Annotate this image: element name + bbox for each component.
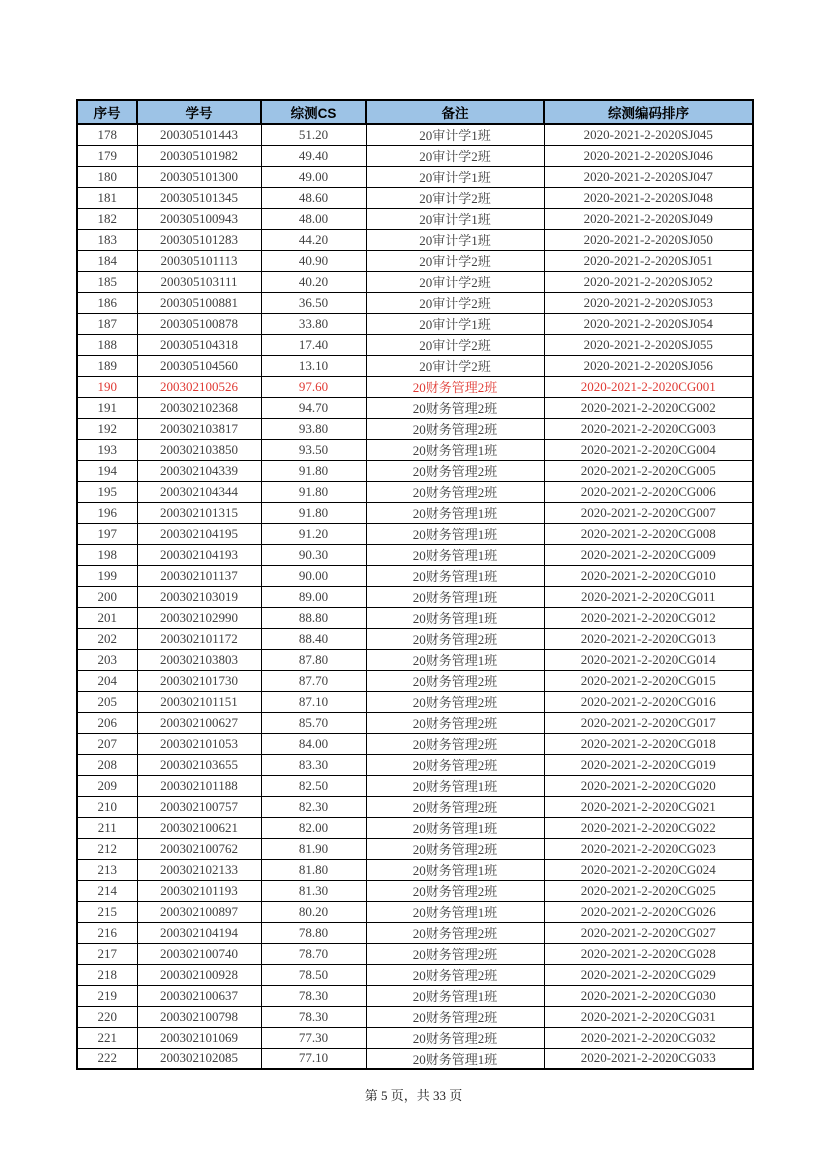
table-cell: 200302100627	[137, 712, 261, 733]
table-cell: 20财务管理1班	[366, 985, 544, 1006]
table-cell: 200302100762	[137, 838, 261, 859]
table-cell: 215	[77, 901, 137, 922]
table-cell: 36.50	[261, 292, 366, 313]
table-cell: 90.30	[261, 544, 366, 565]
table-cell: 200302104339	[137, 460, 261, 481]
table-cell: 2020-2021-2-2020CG029	[544, 964, 753, 985]
table-cell: 220	[77, 1006, 137, 1027]
table-cell: 2020-2021-2-2020CG032	[544, 1027, 753, 1048]
table-cell: 49.40	[261, 145, 366, 166]
table-row	[77, 775, 753, 796]
table-row	[77, 166, 753, 187]
table-row	[77, 691, 753, 712]
score-table	[76, 99, 754, 1070]
table-cell: 20审计学1班	[366, 124, 544, 145]
table-cell: 91.80	[261, 460, 366, 481]
table-cell: 51.20	[261, 124, 366, 145]
table-cell: 2020-2021-2-2020SJ046	[544, 145, 753, 166]
table-cell: 20审计学2班	[366, 355, 544, 376]
table-cell: 20财务管理1班	[366, 544, 544, 565]
table-cell: 20财务管理2班	[366, 838, 544, 859]
table-row	[77, 922, 753, 943]
table-row	[77, 145, 753, 166]
table-cell: 94.70	[261, 397, 366, 418]
table-cell: 200302101730	[137, 670, 261, 691]
table-cell: 20财务管理1班	[366, 502, 544, 523]
table-row	[77, 439, 753, 460]
table-cell: 200305104318	[137, 334, 261, 355]
table-cell: 213	[77, 859, 137, 880]
table-cell: 87.10	[261, 691, 366, 712]
header-row	[77, 100, 753, 124]
table-cell: 221	[77, 1027, 137, 1048]
table-cell: 200302102368	[137, 397, 261, 418]
table-row	[77, 859, 753, 880]
table-cell: 20财务管理2班	[366, 712, 544, 733]
table-cell: 219	[77, 985, 137, 1006]
table-cell: 20财务管理1班	[366, 775, 544, 796]
table-cell: 91.20	[261, 523, 366, 544]
table-cell: 77.10	[261, 1048, 366, 1069]
table-cell: 91.80	[261, 481, 366, 502]
table-cell: 20财务管理2班	[366, 943, 544, 964]
table-cell: 85.70	[261, 712, 366, 733]
table-row	[77, 670, 753, 691]
table-cell: 185	[77, 271, 137, 292]
table-cell: 2020-2021-2-2020SJ047	[544, 166, 753, 187]
table-cell: 20财务管理2班	[366, 733, 544, 754]
table-cell: 20审计学1班	[366, 208, 544, 229]
table-cell: 2020-2021-2-2020SJ055	[544, 334, 753, 355]
table-cell: 187	[77, 313, 137, 334]
table-cell: 2020-2021-2-2020CG026	[544, 901, 753, 922]
table-cell: 20财务管理1班	[366, 523, 544, 544]
table-row	[77, 964, 753, 985]
table-cell: 200302101151	[137, 691, 261, 712]
table-cell: 20财务管理2班	[366, 418, 544, 439]
table-cell: 20财务管理2班	[366, 796, 544, 817]
table-cell: 200302101315	[137, 502, 261, 523]
table-cell: 207	[77, 733, 137, 754]
table-cell: 20审计学1班	[366, 166, 544, 187]
table-row	[77, 880, 753, 901]
table-cell: 211	[77, 817, 137, 838]
table-cell: 20财务管理2班	[366, 1027, 544, 1048]
table-cell: 189	[77, 355, 137, 376]
table-cell: 20财务管理2班	[366, 1006, 544, 1027]
table-cell: 2020-2021-2-2020CG015	[544, 670, 753, 691]
table-cell: 78.30	[261, 1006, 366, 1027]
table-cell: 200302104194	[137, 922, 261, 943]
table-cell: 200305100881	[137, 292, 261, 313]
table-cell: 84.00	[261, 733, 366, 754]
column-header: 综测CS	[261, 100, 366, 124]
table-cell: 205	[77, 691, 137, 712]
table-cell: 200305104560	[137, 355, 261, 376]
table-cell: 193	[77, 439, 137, 460]
table-cell: 40.90	[261, 250, 366, 271]
table-cell: 44.20	[261, 229, 366, 250]
table-cell: 200302103850	[137, 439, 261, 460]
table-row	[77, 376, 753, 397]
table-row	[77, 460, 753, 481]
table-cell: 200302100621	[137, 817, 261, 838]
table-body	[77, 124, 753, 1069]
table-cell: 184	[77, 250, 137, 271]
table-cell: 206	[77, 712, 137, 733]
table-cell: 195	[77, 481, 137, 502]
table-cell: 20审计学1班	[366, 229, 544, 250]
table-cell: 212	[77, 838, 137, 859]
table-row	[77, 1048, 753, 1069]
table-row	[77, 1027, 753, 1048]
table-row	[77, 796, 753, 817]
table-cell: 20财务管理2班	[366, 691, 544, 712]
table-cell: 81.90	[261, 838, 366, 859]
table-cell: 20财务管理2班	[366, 397, 544, 418]
table-cell: 2020-2021-2-2020CG016	[544, 691, 753, 712]
table-cell: 2020-2021-2-2020SJ051	[544, 250, 753, 271]
table-cell: 2020-2021-2-2020CG028	[544, 943, 753, 964]
table-cell: 91.80	[261, 502, 366, 523]
table-cell: 48.00	[261, 208, 366, 229]
table-cell: 214	[77, 880, 137, 901]
table-cell: 88.80	[261, 607, 366, 628]
table-cell: 20财务管理1班	[366, 859, 544, 880]
table-cell: 204	[77, 670, 137, 691]
table-cell: 202	[77, 628, 137, 649]
table-row	[77, 481, 753, 502]
table-cell: 81.80	[261, 859, 366, 880]
table-cell: 2020-2021-2-2020SJ053	[544, 292, 753, 313]
table-cell: 2020-2021-2-2020SJ052	[544, 271, 753, 292]
table-cell: 20财务管理2班	[366, 670, 544, 691]
table-cell: 2020-2021-2-2020CG008	[544, 523, 753, 544]
table-cell: 198	[77, 544, 137, 565]
table-cell: 2020-2021-2-2020CG033	[544, 1048, 753, 1069]
table-row	[77, 565, 753, 586]
table-cell: 20财务管理1班	[366, 649, 544, 670]
table-cell: 208	[77, 754, 137, 775]
table-cell: 2020-2021-2-2020CG031	[544, 1006, 753, 1027]
table-cell: 20财务管理1班	[366, 607, 544, 628]
table-cell: 203	[77, 649, 137, 670]
table-cell: 87.70	[261, 670, 366, 691]
table-cell: 197	[77, 523, 137, 544]
table-cell: 2020-2021-2-2020CG023	[544, 838, 753, 859]
table-cell: 2020-2021-2-2020CG010	[544, 565, 753, 586]
table-row	[77, 313, 753, 334]
table-cell: 200302102133	[137, 859, 261, 880]
table-row	[77, 334, 753, 355]
table-row	[77, 397, 753, 418]
table-cell: 83.30	[261, 754, 366, 775]
table-cell: 2020-2021-2-2020CG024	[544, 859, 753, 880]
table-cell: 2020-2021-2-2020CG013	[544, 628, 753, 649]
table-cell: 2020-2021-2-2020SJ056	[544, 355, 753, 376]
table-cell: 178	[77, 124, 137, 145]
table-cell: 200302103655	[137, 754, 261, 775]
table-cell: 196	[77, 502, 137, 523]
column-header: 序号	[77, 100, 137, 124]
table-cell: 20财务管理2班	[366, 460, 544, 481]
table-cell: 200302100526	[137, 376, 261, 397]
table-cell: 200305101443	[137, 124, 261, 145]
table-cell: 2020-2021-2-2020CG006	[544, 481, 753, 502]
table-cell: 200302101172	[137, 628, 261, 649]
table-cell: 2020-2021-2-2020CG001	[544, 376, 753, 397]
table-cell: 201	[77, 607, 137, 628]
table-cell: 78.80	[261, 922, 366, 943]
table-row	[77, 838, 753, 859]
table-cell: 97.60	[261, 376, 366, 397]
table-cell: 2020-2021-2-2020SJ048	[544, 187, 753, 208]
table-row	[77, 754, 753, 775]
table-cell: 2020-2021-2-2020CG019	[544, 754, 753, 775]
table-cell: 222	[77, 1048, 137, 1069]
table-cell: 192	[77, 418, 137, 439]
table-cell: 200	[77, 586, 137, 607]
table-cell: 2020-2021-2-2020CG011	[544, 586, 753, 607]
table-cell: 93.50	[261, 439, 366, 460]
page-footer: 第 5 页，共 33 页	[364, 1088, 463, 1103]
table-cell: 2020-2021-2-2020CG021	[544, 796, 753, 817]
table-cell: 186	[77, 292, 137, 313]
table-row	[77, 292, 753, 313]
table-row	[77, 712, 753, 733]
table-cell: 20财务管理1班	[366, 817, 544, 838]
table-cell: 217	[77, 943, 137, 964]
table-cell: 188	[77, 334, 137, 355]
table-cell: 20财务管理2班	[366, 964, 544, 985]
table-row	[77, 124, 753, 145]
table-row	[77, 355, 753, 376]
table-cell: 200302100637	[137, 985, 261, 1006]
table-cell: 200302101069	[137, 1027, 261, 1048]
table-cell: 209	[77, 775, 137, 796]
table-cell: 87.80	[261, 649, 366, 670]
table-cell: 2020-2021-2-2020SJ054	[544, 313, 753, 334]
table-cell: 200302104193	[137, 544, 261, 565]
table-cell: 82.30	[261, 796, 366, 817]
table-cell: 20审计学2班	[366, 250, 544, 271]
table-row	[77, 271, 753, 292]
table-cell: 210	[77, 796, 137, 817]
table-cell: 20审计学2班	[366, 145, 544, 166]
table-cell: 200302100928	[137, 964, 261, 985]
table-row	[77, 628, 753, 649]
table-cell: 200305103111	[137, 271, 261, 292]
table-cell: 180	[77, 166, 137, 187]
table-row	[77, 1006, 753, 1027]
table-cell: 2020-2021-2-2020CG030	[544, 985, 753, 1006]
table-cell: 2020-2021-2-2020CG022	[544, 817, 753, 838]
table-cell: 2020-2021-2-2020CG017	[544, 712, 753, 733]
table-cell: 200302102085	[137, 1048, 261, 1069]
table-cell: 13.10	[261, 355, 366, 376]
table-cell: 200302103817	[137, 418, 261, 439]
table-row	[77, 544, 753, 565]
table-cell: 20审计学2班	[366, 271, 544, 292]
table-cell: 20财务管理1班	[366, 1048, 544, 1069]
table-cell: 2020-2021-2-2020SJ049	[544, 208, 753, 229]
table-cell: 2020-2021-2-2020SJ045	[544, 124, 753, 145]
table-cell: 20财务管理2班	[366, 880, 544, 901]
table-cell: 82.50	[261, 775, 366, 796]
table-cell: 200302101137	[137, 565, 261, 586]
table-cell: 20财务管理2班	[366, 376, 544, 397]
table-cell: 2020-2021-2-2020SJ050	[544, 229, 753, 250]
table-cell: 2020-2021-2-2020CG007	[544, 502, 753, 523]
table-cell: 2020-2021-2-2020CG027	[544, 922, 753, 943]
table-cell: 200305101113	[137, 250, 261, 271]
table-cell: 200302101188	[137, 775, 261, 796]
table-cell: 179	[77, 145, 137, 166]
table-row	[77, 817, 753, 838]
table-cell: 200305100943	[137, 208, 261, 229]
table-cell: 20财务管理1班	[366, 586, 544, 607]
table-row	[77, 607, 753, 628]
table-cell: 20财务管理1班	[366, 901, 544, 922]
table-cell: 216	[77, 922, 137, 943]
table-cell: 20财务管理2班	[366, 922, 544, 943]
table-row	[77, 985, 753, 1006]
table-cell: 2020-2021-2-2020CG004	[544, 439, 753, 460]
table-cell: 218	[77, 964, 137, 985]
table-row	[77, 418, 753, 439]
table-row	[77, 523, 753, 544]
table-row	[77, 733, 753, 754]
table-cell: 20审计学2班	[366, 292, 544, 313]
table-cell: 200305100878	[137, 313, 261, 334]
table-cell: 200302100798	[137, 1006, 261, 1027]
table-row	[77, 901, 753, 922]
table-cell: 40.20	[261, 271, 366, 292]
table-cell: 2020-2021-2-2020CG014	[544, 649, 753, 670]
table-cell: 194	[77, 460, 137, 481]
table-cell: 78.30	[261, 985, 366, 1006]
table-cell: 2020-2021-2-2020CG005	[544, 460, 753, 481]
table-cell: 200305101283	[137, 229, 261, 250]
table-cell: 20财务管理2班	[366, 628, 544, 649]
table-cell: 78.50	[261, 964, 366, 985]
table-cell: 20财务管理2班	[366, 754, 544, 775]
table-cell: 2020-2021-2-2020CG009	[544, 544, 753, 565]
table-cell: 20财务管理1班	[366, 565, 544, 586]
table-cell: 182	[77, 208, 137, 229]
table-cell: 82.00	[261, 817, 366, 838]
table-cell: 200302101053	[137, 733, 261, 754]
table-cell: 88.40	[261, 628, 366, 649]
table-cell: 183	[77, 229, 137, 250]
table-cell: 48.60	[261, 187, 366, 208]
table-cell: 200305101982	[137, 145, 261, 166]
table-row	[77, 649, 753, 670]
table-cell: 200305101300	[137, 166, 261, 187]
table-cell: 90.00	[261, 565, 366, 586]
table-cell: 200302103803	[137, 649, 261, 670]
table-cell: 81.30	[261, 880, 366, 901]
table-cell: 200302104195	[137, 523, 261, 544]
table-cell: 77.30	[261, 1027, 366, 1048]
table-cell: 200305101345	[137, 187, 261, 208]
table-row	[77, 187, 753, 208]
table-cell: 191	[77, 397, 137, 418]
table-cell: 33.80	[261, 313, 366, 334]
table-cell: 20财务管理1班	[366, 439, 544, 460]
table-cell: 20审计学2班	[366, 334, 544, 355]
table-cell: 199	[77, 565, 137, 586]
table-cell: 200302103019	[137, 586, 261, 607]
table-cell: 20财务管理2班	[366, 481, 544, 502]
table-cell: 2020-2021-2-2020CG012	[544, 607, 753, 628]
column-header: 学号	[137, 100, 261, 124]
table-cell: 190	[77, 376, 137, 397]
table-row	[77, 229, 753, 250]
table-cell: 80.20	[261, 901, 366, 922]
table-cell: 200302100757	[137, 796, 261, 817]
table-cell: 200302100740	[137, 943, 261, 964]
table-cell: 2020-2021-2-2020CG018	[544, 733, 753, 754]
table-cell: 2020-2021-2-2020CG020	[544, 775, 753, 796]
table-cell: 20审计学2班	[366, 187, 544, 208]
table-cell: 17.40	[261, 334, 366, 355]
table-cell: 181	[77, 187, 137, 208]
table-cell: 2020-2021-2-2020CG002	[544, 397, 753, 418]
table-cell: 200302100897	[137, 901, 261, 922]
table-row	[77, 208, 753, 229]
table-cell: 200302104344	[137, 481, 261, 502]
column-header: 综测编码排序	[544, 100, 753, 124]
table-cell: 78.70	[261, 943, 366, 964]
table-cell: 89.00	[261, 586, 366, 607]
table-cell: 200302101193	[137, 880, 261, 901]
table-cell: 2020-2021-2-2020CG003	[544, 418, 753, 439]
table-cell: 20审计学1班	[366, 313, 544, 334]
table-cell: 2020-2021-2-2020CG025	[544, 880, 753, 901]
table-row	[77, 586, 753, 607]
table-cell: 49.00	[261, 166, 366, 187]
column-header: 备注	[366, 100, 544, 124]
table-row	[77, 502, 753, 523]
table-cell: 93.80	[261, 418, 366, 439]
table-row	[77, 943, 753, 964]
table-cell: 200302102990	[137, 607, 261, 628]
table-row	[77, 250, 753, 271]
